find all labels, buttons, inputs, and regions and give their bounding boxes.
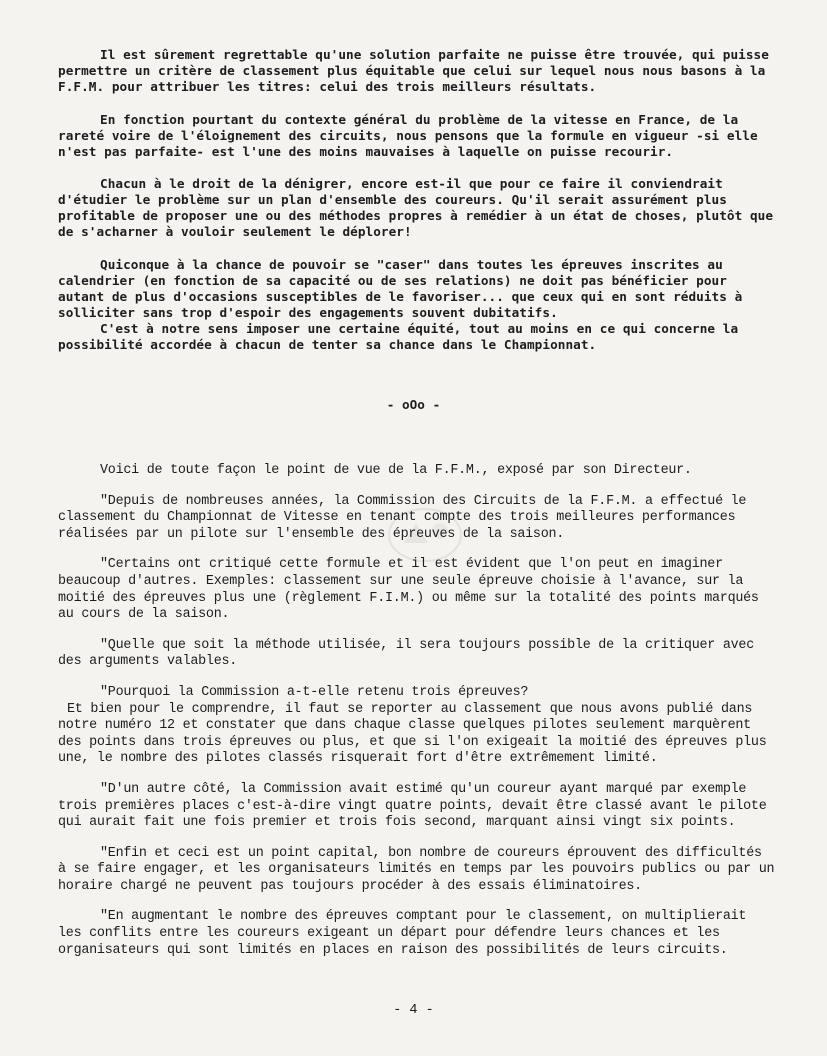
paragraph: Chacun à le droit de la dénigrer, encore est-il que pour ce faire il conviendrait d'étudier le problème sur un plan d'ensemble des coureurs. Qu'il serait assurément plus profitable de proposer une ou des méthodes propres à remédier à un état de choses, plutôt que de s'acharner à vouloir seulement le déplorer! [58, 176, 774, 240]
paragraph: "Pourquoi la Commission a-t-elle retenu trois épreuves? [100, 684, 529, 700]
paragraph: "Certains ont critiqué cette formule et il est évident que l'on peut en imaginer beaucoup d'autres. Exemples: classement sur une seule épreuve choisie à l'avance, sur la moitié des épreuves plus une (règlement F.I.M.) ou même sur la totalité des points marqués au cours de la saison. [58, 557, 759, 623]
paragraph: Quiconque à la chance de pouvoir se "caser" dans toutes les épreuves inscrites au calendrier (en fonction de sa capacité ou de ses relations) ne doit pas bénéficier pour autant de plus d'occasions susceptibles de le favoriser... que ceux qui en sont réduits à solliciter sans trop d'espoir des engagements souvent dubitatifs. [58, 257, 743, 320]
paragraph: "En augmentant le nombre des épreuves comptant pour le classement, on multiplierait les conflits entre les coureurs exigeant un départ pour défendre leurs chances et les organisateurs qui sont limités en places en raison des possibilités de leurs circuits. [58, 909, 747, 958]
paragraph: Et bien pour le comprendre, il faut se reporter au classement que nous avons publié dans notre numéro 12 et constater que dans chaque classe quelques pilotes seulement marquèrent des points dans trois épreuves ou plus, et que si l'on exigeait la moitié des épreuves plus une, le nombre des pilotes classés risquerait fort d'être extrêmement limité. [58, 701, 767, 767]
paragraph: "Depuis de nombreuses années, la Commission des Circuits de la F.F.M. a effectué le classement du Championnat de Vitesse en tenant compte des trois meilleures performances réalisées par un pilote sur l'ensemble des épreuves de la saison. [58, 493, 747, 542]
page-number: - 4 - [393, 1003, 434, 1018]
paragraph: "D'un autre côté, la Commission avait estimé qu'un coureur ayant marqué par exemple trois premières places c'est-à-dire vingt quatre points, devait être classé avant le pilote qui aurait fait une fois premier et trois fois second, marquant ainsi vingt six points. [58, 781, 767, 831]
paragraph: En fonction pourtant du contexte général du problème de la vitesse en France, de la rareté voire de l'éloignement des circuits, nous pensons que la formule en vigueur -si elle n'est pas parfaite- est l'une des moins mauvaises à laquelle on puisse recourir. [58, 111, 758, 159]
paragraph: "Enfin et ceci est un point capital, bon nombre de coureurs éprouvent des difficultés à se faire engager, et les organisateurs limités en temps par les pouvoirs publics ou par un horaire chargé ne peuvent pas toujours procéder à des essais éliminatoires. [58, 845, 775, 894]
section-separator: - oOo - [386, 397, 441, 412]
ffm-section [58, 463, 775, 959]
paragraph: C'est à notre sens imposer une certaine équité, tout au moins en ce qui concerne la possibilité accordée à chacun de tenter sa chance dans le Championnat. [58, 320, 739, 352]
paragraph: Voici de toute façon le point de vue de la F.F.M., exposé par son Directeur. [100, 463, 692, 478]
intro-section [58, 47, 775, 353]
paragraph: "Quelle que soit la méthode utilisée, il sera toujours possible de la critiquer avec des arguments valables. [58, 637, 754, 670]
paragraph: Il est sûrement regrettable qu'une solution parfaite ne puisse être trouvée, qui puisse permettre un critère de classement plus équitable que celui sur lequel nous nous basons à la F.F.M. pour attribuer les titres: celui des trois meilleurs résultats. [58, 47, 769, 94]
